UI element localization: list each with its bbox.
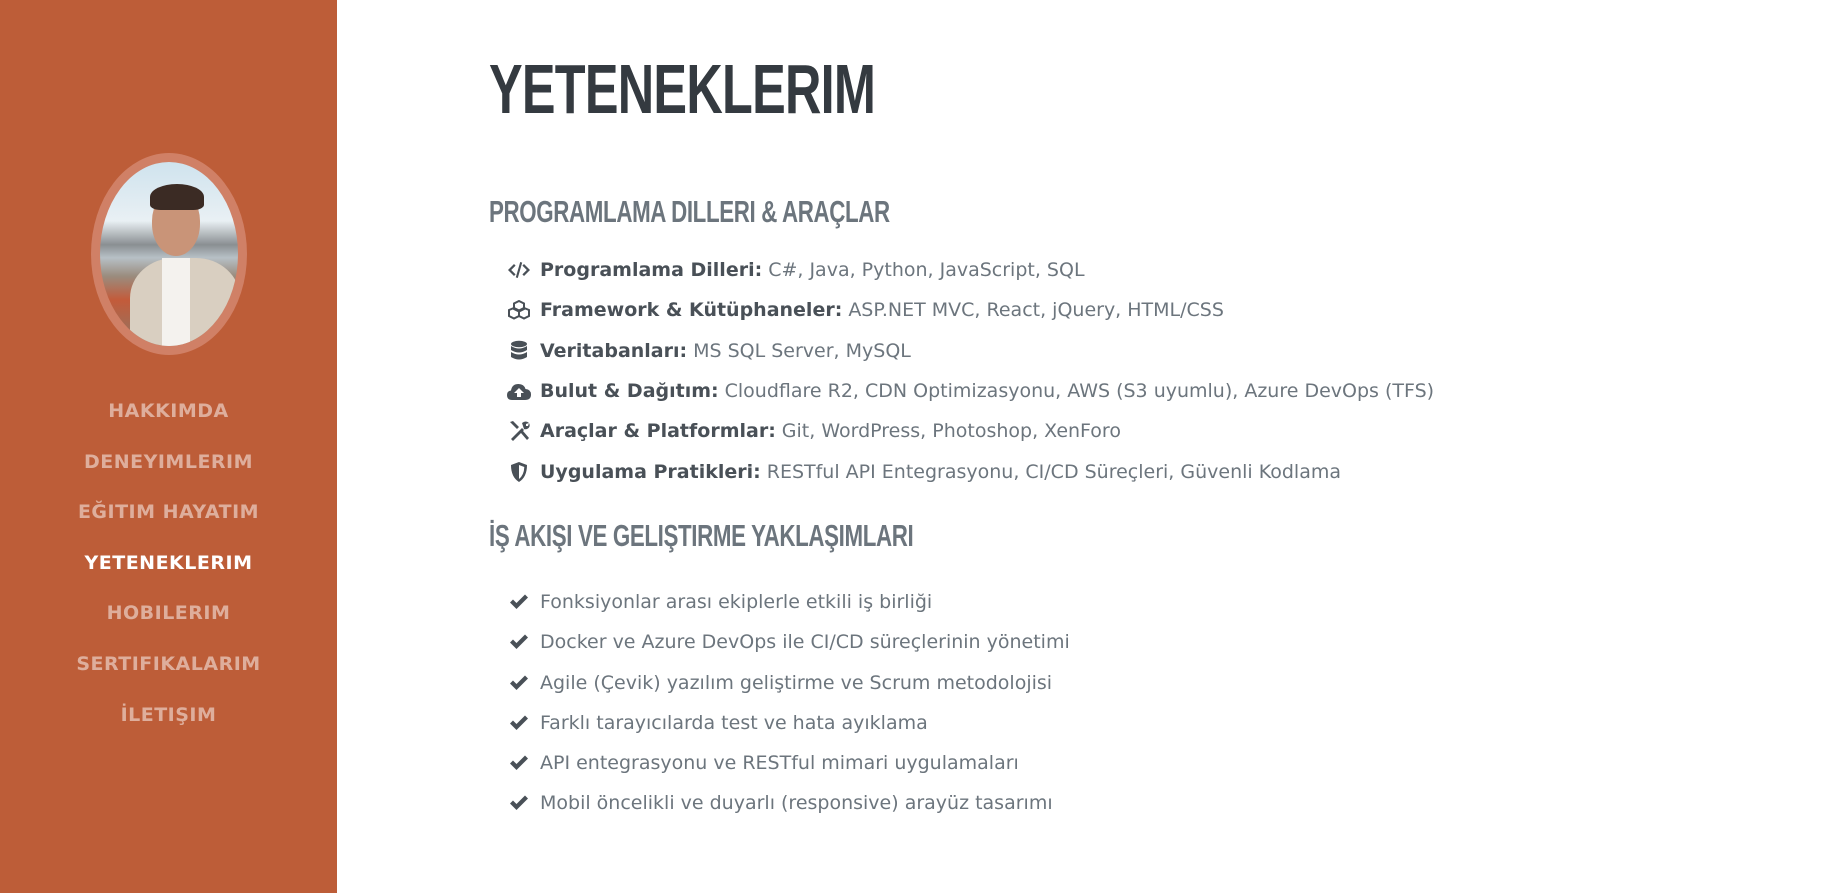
nav-item-iletisim[interactable]: İLETIŞIM — [120, 703, 217, 726]
shield-icon — [506, 461, 532, 483]
skills-list — [506, 250, 1832, 492]
check-icon — [506, 672, 532, 694]
skill-item-tools — [506, 411, 1832, 451]
nav-item-egitim-hayatim[interactable]: EĞITIM HAYATIM — [77, 501, 260, 524]
skill-label: Araçlar & Platformlar: — [540, 420, 776, 443]
nav-item-hobilerim[interactable]: HOBILERIM — [106, 602, 231, 625]
workflow-text: Agile (Çevik) yazılım geliştirme ve Scrum metodolojisi — [540, 671, 1053, 694]
skill-label: Framework & Kütüphaneler: — [540, 299, 843, 322]
workflow-text: Fonksiyonlar arası ekiplerle etkili iş birliği — [540, 590, 933, 613]
check-icon — [506, 712, 532, 734]
section-title-workflow: İŞ AKIŞI VE GELIŞTIRME YAKLAŞIMLARI — [489, 517, 914, 553]
skill-value: ASP.NET MVC, React, jQuery, HTML/CSS — [848, 299, 1224, 322]
nav-item-sertifikalarim[interactable]: SERTIFIKALARIM — [76, 652, 261, 675]
sidebar — [0, 0, 337, 893]
skill-value: MS SQL Server, MySQL — [693, 339, 911, 362]
skill-label: Programlama Dilleri: — [540, 259, 763, 282]
nav-item-hakkimda[interactable]: HAKKIMDA — [108, 400, 229, 422]
workflow-text: Docker ve Azure DevOps ile CI/CD süreçlerinin yönetimi — [540, 631, 1070, 654]
skill-value: Git, WordPress, Photoshop, XenForo — [781, 420, 1121, 443]
skill-item-frameworks — [506, 290, 1832, 330]
check-icon — [506, 591, 532, 613]
main-content — [489, 0, 1832, 824]
check-icon — [506, 752, 532, 774]
skill-value: C#, Java, Python, JavaScript, SQL — [768, 259, 1085, 282]
avatar-ring — [91, 153, 247, 355]
skill-item-practices — [506, 451, 1832, 491]
code-icon — [506, 259, 532, 281]
skill-label: Veritabanları: — [540, 339, 688, 362]
avatar-hair — [150, 184, 204, 210]
workflow-text: Farklı tarayıcılarda test ve hata ayıklama — [540, 711, 928, 734]
sidebar-nav — [76, 386, 260, 740]
skill-item-languages — [506, 250, 1832, 290]
skill-item-databases — [506, 331, 1832, 371]
nav-item-yeteneklerim[interactable]: YETENEKLERIM — [84, 551, 253, 574]
database-icon — [506, 340, 532, 362]
workflow-text: Mobil öncelikli ve duyarlı (responsive) arayüz tasarımı — [540, 792, 1053, 815]
page-title: YETENEKLERIM — [489, 50, 876, 128]
section-title-languages-tools: PROGRAMLAMA DILLERI & ARAÇLAR — [489, 194, 890, 229]
cubes-icon — [506, 299, 532, 321]
workflow-list — [506, 582, 1832, 824]
skill-value: Cloudflare R2, CDN Optimizasyonu, AWS (S3 uyumlu), Azure DevOps (TFS) — [724, 380, 1435, 403]
skill-value: RESTful API Entegrasyonu, CI/CD Süreçleri, Güvenli Kodlama — [766, 460, 1341, 483]
skill-label: Bulut & Dağıtım: — [540, 380, 719, 403]
tools-icon — [506, 420, 532, 442]
check-icon — [506, 792, 532, 814]
workflow-text: API entegrasyonu ve RESTful mimari uygulamaları — [540, 752, 1019, 775]
workflow-item — [506, 662, 1832, 702]
nav-item-deneyimlerim[interactable]: DENEYIMLERIM — [83, 450, 254, 473]
workflow-item — [506, 783, 1832, 823]
avatar — [100, 162, 238, 346]
check-icon — [506, 631, 532, 653]
skill-label: Uygulama Pratikleri: — [540, 460, 761, 483]
cloud-upload-icon — [506, 380, 532, 402]
skill-item-cloud — [506, 371, 1832, 411]
avatar-shirt — [162, 258, 190, 346]
workflow-item — [506, 703, 1832, 743]
workflow-item — [506, 622, 1832, 662]
workflow-item — [506, 743, 1832, 783]
workflow-item — [506, 582, 1832, 622]
